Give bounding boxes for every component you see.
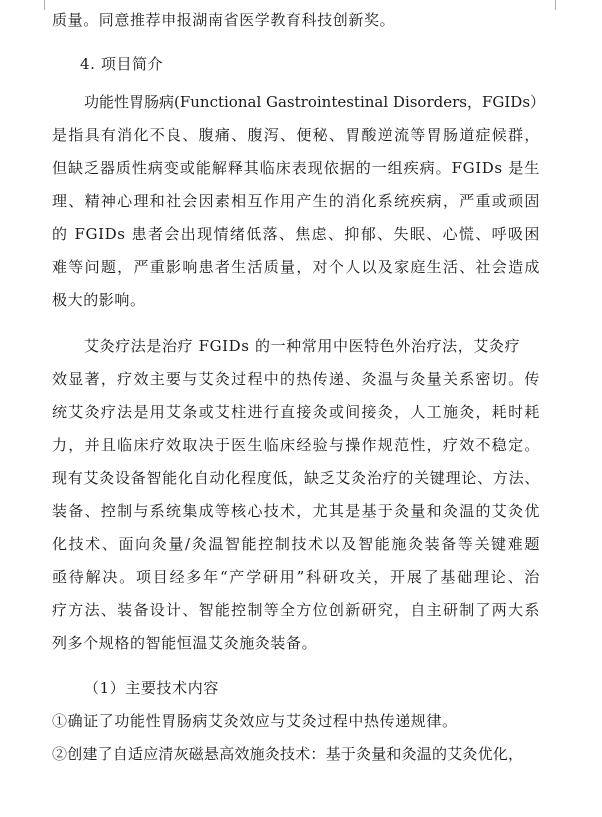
text-line: 化技术、面向灸量/灸温智能控制技术以及智能施灸装备等关键难题 xyxy=(52,535,540,553)
text-line: 装备、控制与系统集成等核心技术，尤其是基于灸量和灸温的艾灸优 xyxy=(52,502,540,520)
text-line: ②创建了自适应清灰磁悬高效施灸技术：基于灸量和灸温的艾灸优化， xyxy=(52,745,524,763)
page-corner-mark-left xyxy=(34,0,45,10)
text-line: 难等问题，严重影响患者生活质量，对个人以及家庭生活、社会造成 xyxy=(52,258,540,276)
text-line: 艾灸疗法是治疗 FGIDs 的一种常用中医特色外治疗法，艾灸疗 xyxy=(84,337,521,355)
subsection-heading: （1）主要技术内容 xyxy=(84,679,219,697)
text-line: 但缺乏器质性病变或能解释其临床表现依据的一组疾病。FGIDs 是生 xyxy=(52,159,540,177)
text-line: 质量。同意推荐申报湖南省医学教育科技创新奖。 xyxy=(52,11,396,29)
text-line: 现有艾灸设备智能化自动化程度低，缺乏艾灸治疗的关键理论、方法、 xyxy=(52,469,540,487)
text-line: 是指具有消化不良、腹痛、腹泻、便秘、胃酸逆流等胃肠道症候群， xyxy=(52,126,540,144)
text-line: 效显著，疗效主要与艾灸过程中的热传递、灸温与灸量关系密切。传 xyxy=(52,370,540,388)
text-line: 的 FGIDs 患者会出现情绪低落、焦虑、抑郁、失眠、心慌、呼吸困 xyxy=(52,225,540,243)
text-line: ①确证了功能性胃肠病艾灸效应与艾灸过程中热传递规律。 xyxy=(52,712,458,730)
text-line: 极大的影响。 xyxy=(52,291,146,309)
text-line: 亟待解决。项目经多年“产学研用”科研攻关，开展了基础理论、治 xyxy=(52,568,540,586)
section-heading: 4. 项目简介 xyxy=(80,55,164,73)
text-line: 疗方法、装备设计、智能控制等全方位创新研究，自主研制了两大系 xyxy=(52,601,540,619)
text-line: 列多个规格的智能恒温艾灸施灸装备。 xyxy=(52,634,318,652)
text-line: 功能性胃肠病(Functional Gastrointestinal Disorders，FGIDs） xyxy=(84,93,546,111)
text-line: 理、精神心理和社会因素相互作用产生的消化系统疾病，严重或顽固 xyxy=(52,192,540,210)
page-corner-mark-right xyxy=(555,0,566,10)
text-line: 力，并且临床疗效取决于医生临床经验与操作规范性，疗效不稳定。 xyxy=(52,436,540,454)
text-line: 统艾灸疗法是用艾条或艾柱进行直接灸或间接灸，人工施灸，耗时耗 xyxy=(52,403,540,421)
